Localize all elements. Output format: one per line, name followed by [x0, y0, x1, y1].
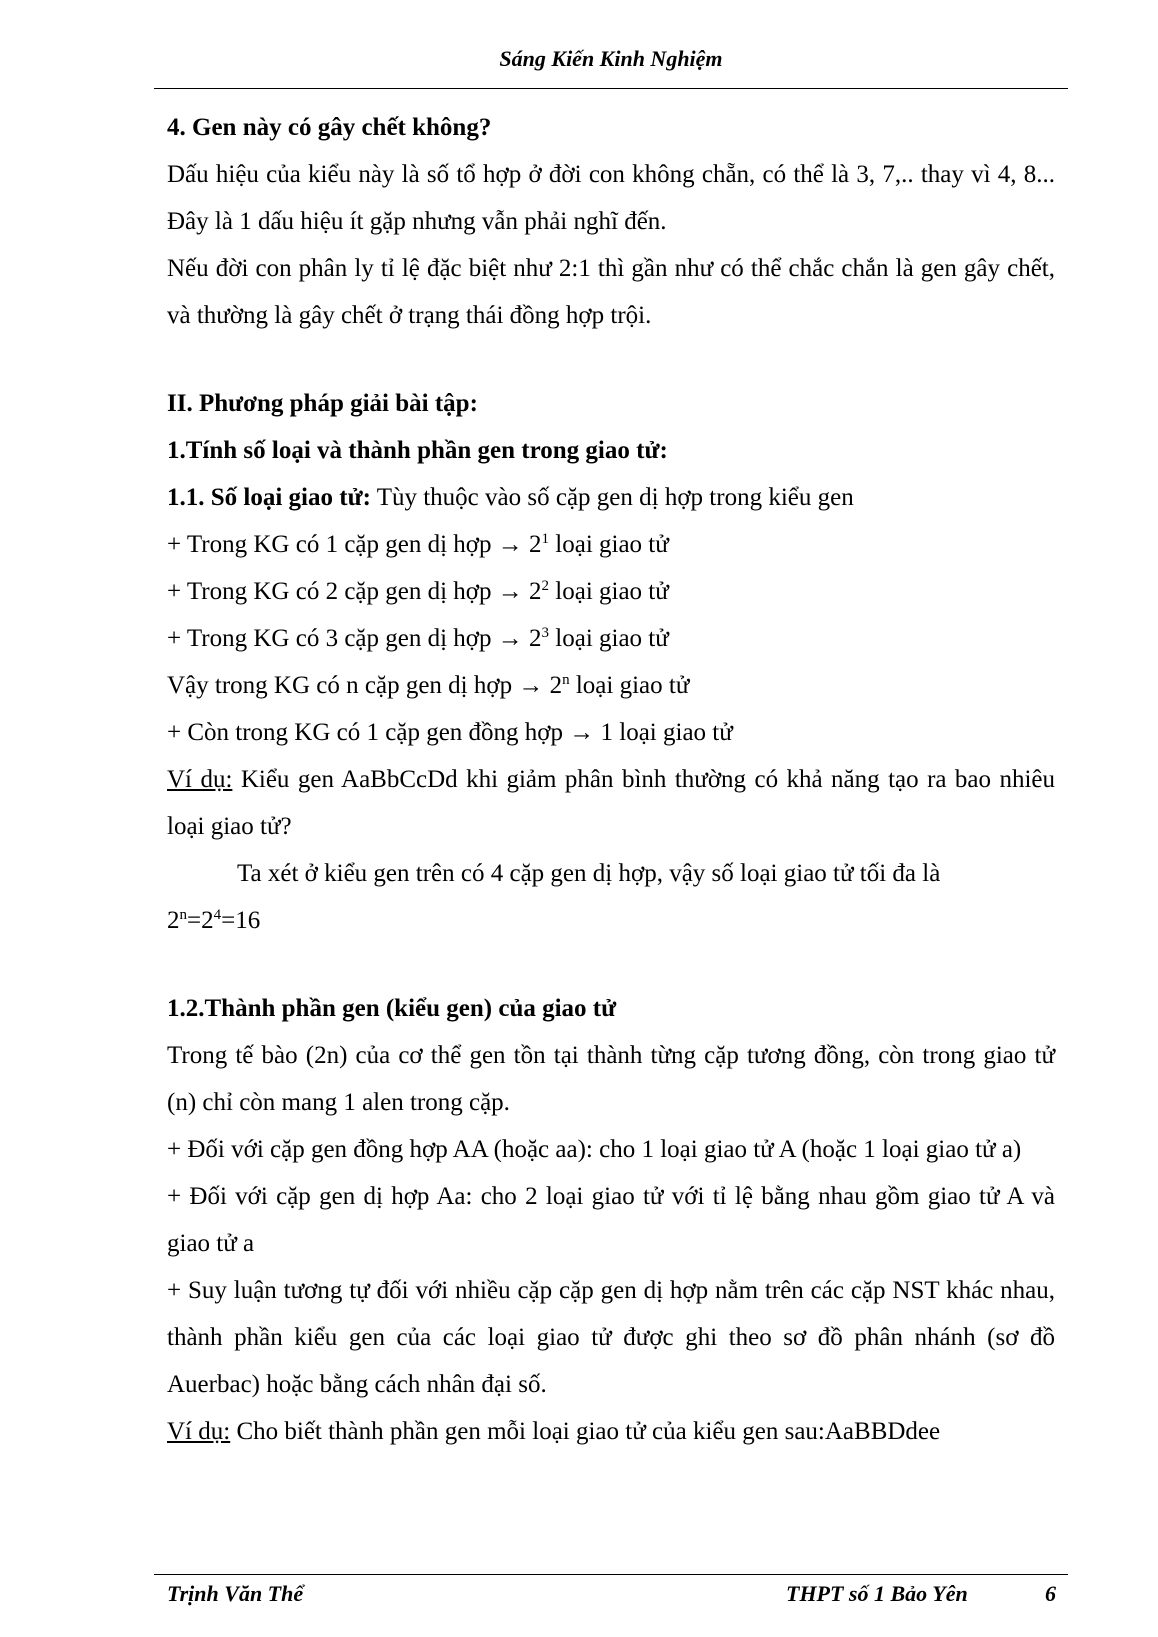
example-label: Ví dụ: [167, 766, 233, 793]
section-4-heading: 4. Gen này có gây chết không? [167, 114, 492, 141]
rule-text: + Trong KG có 3 cặp gen dị hợp → 2 [167, 625, 542, 652]
subsection-1-1 [167, 474, 1055, 521]
section-ii-heading: II. Phương pháp giải bài tập: [167, 390, 478, 417]
page-header [154, 36, 1068, 89]
formula [167, 897, 1055, 944]
footer-school: THPT số 1 Bảo Yên [786, 1581, 968, 1606]
spacer [167, 339, 1055, 380]
paragraph: + Đối với cặp gen đồng hợp AA (hoặc aa): cho 1 loại giao tử A (hoặc 1 loại giao tử a) [167, 1136, 1022, 1163]
example-text: Kiểu gen AaBbCcDd khi giảm phân bình thường có khả năng tạo ra bao nhiêu loại giao tử? [167, 766, 1055, 840]
exponent: 4 [213, 907, 222, 923]
paragraph: + Đối với cặp gen dị hợp Aa: cho 2 loại giao tử với tỉ lệ bằng nhau gồm giao tử A và giao tử a [167, 1183, 1055, 1257]
rule-line: + Còn trong KG có 1 cặp gen đồng hợp → 1 loại giao tử [167, 719, 733, 746]
rule-text: + Trong KG có 2 cặp gen dị hợp → 2 [167, 578, 542, 605]
rule-line [167, 615, 1055, 662]
subsection-1-heading: 1.Tính số loại và thành phần gen trong giao tử: [167, 437, 668, 464]
page-footer [154, 1574, 1068, 1609]
example-text: Cho biết thành phần gen mỗi loại giao tử của kiểu gen sau:AaBBDdee [230, 1418, 941, 1445]
paragraph: Dấu hiệu của kiểu này là số tổ hợp ở đời con không chẵn, có thể là 3, 7,.. thay vì 4, 8... Đây là 1 dấu hiệu ít gặp nhưng vẫn phải nghĩ đến. [167, 161, 1055, 235]
example-label: Ví dụ: [167, 1418, 231, 1445]
subsection-1-1-text: Tùy thuộc vào số cặp gen dị hợp trong kiểu gen [370, 484, 854, 511]
exponent: n [179, 907, 187, 923]
answer-1: Ta xét ở kiểu gen trên có 4 cặp gen dị hợp, vậy số loại giao tử tối đa là [237, 860, 941, 887]
rule-line [167, 662, 1055, 709]
rule-text: loại giao tử [549, 531, 669, 558]
rule-line [167, 521, 1055, 568]
rule-text: + Trong KG có 1 cặp gen dị hợp → 2 [167, 531, 542, 558]
rule-text: loại giao tử [569, 672, 690, 699]
formula-part: =2 [187, 907, 214, 934]
paragraph: + Suy luận tương tự đối với nhiều cặp cặp gen dị hợp nằm trên các cặp NST khác nhau, thành phần kiểu gen của các loại giao tử được ghi theo sơ đồ phân nhánh (sơ đồ Auerbac) hoặc bằng cách nhân đại số. [167, 1277, 1055, 1398]
rule-text: loại giao tử [549, 625, 669, 652]
footer-author: Trịnh Văn Thể [167, 1581, 304, 1606]
subsection-1-2-heading: 1.2.Thành phần gen (kiểu gen) của giao tử [167, 995, 617, 1022]
exponent: 3 [541, 625, 550, 641]
header-title: Sáng Kiến Kinh Nghiệm [499, 46, 723, 71]
exponent: 2 [541, 578, 550, 594]
paragraph: Trong tế bào (2n) của cơ thể gen tồn tại thành từng cặp tương đồng, còn trong giao tử (n) chỉ còn mang 1 alen trong cặp. [167, 1042, 1055, 1116]
example-2 [167, 1408, 1055, 1455]
subsection-1-1-label: 1.1. Số loại giao tử: [167, 484, 371, 511]
document-body [167, 104, 1055, 1455]
rule-line [167, 568, 1055, 615]
page-number: 6 [1045, 1581, 1056, 1606]
paragraph: Nếu đời con phân ly tỉ lệ đặc biệt như 2:1 thì gần như có thể chắc chắn là gen gây chết, và thường là gây chết ở trạng thái đồng hợp trội. [167, 255, 1055, 329]
exponent: n [562, 672, 570, 688]
spacer [167, 944, 1055, 985]
rule-text: loại giao tử [549, 578, 669, 605]
rule-text: Vậy trong KG có n cặp gen dị hợp → 2 [167, 672, 563, 699]
example-1 [167, 756, 1055, 850]
formula-part: =16 [221, 907, 261, 934]
formula-part: 2 [167, 907, 180, 934]
exponent: 1 [541, 531, 550, 547]
